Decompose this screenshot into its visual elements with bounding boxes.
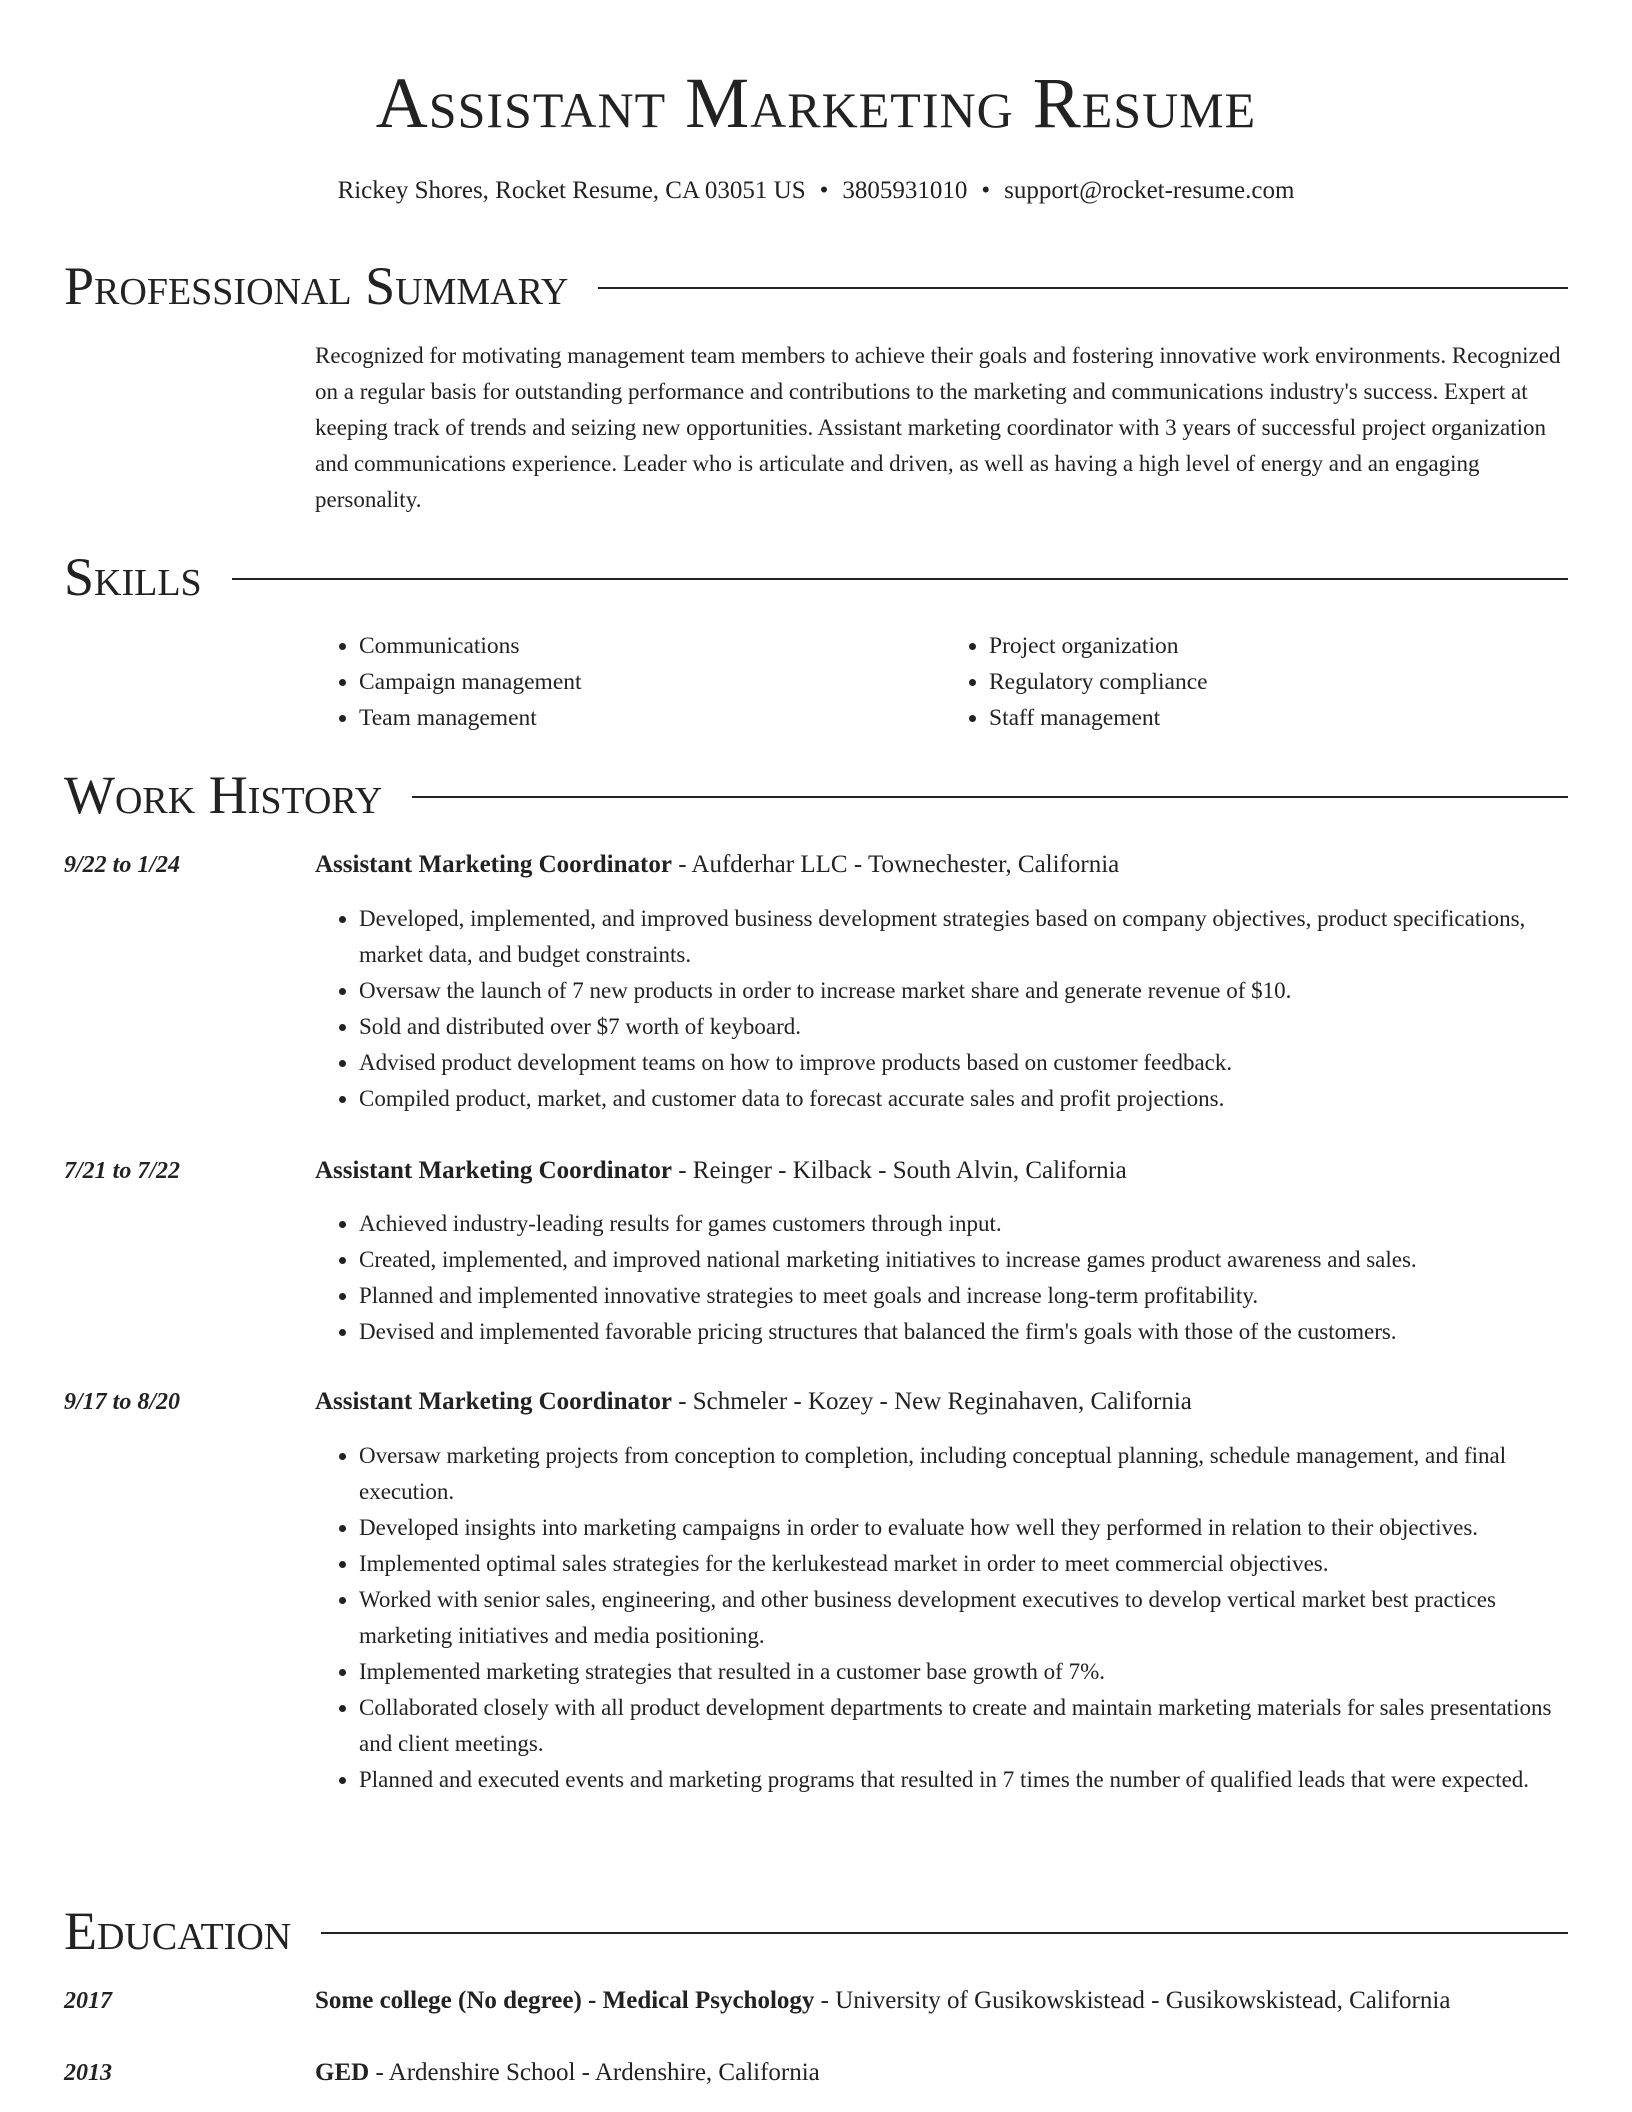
skill-item: • Communications (359, 628, 945, 664)
job-bullet: • Oversaw the launch of 7 new products in order to increase market share and generate revenue of $10. (359, 973, 1568, 1009)
education-degree: GED (315, 2059, 370, 2086)
job-bullet: • Created, implemented, and improved national marketing initiatives to increase games product awareness and sales. (359, 1242, 1568, 1278)
work-heading-label: Work History (64, 765, 383, 825)
job-title: Assistant Marketing Coordinator (315, 1157, 672, 1184)
job-bullet: • Achieved industry-leading results for games customers through input. (359, 1206, 1568, 1242)
job-bullet: • Planned and executed events and marketing programs that resulted in 7 times the number of qualified leads that were expected. (359, 1762, 1568, 1798)
skill-item: • Regulatory compliance (989, 664, 1575, 700)
job-bullet: • Developed, implemented, and improved business development strategies based on company objectives, product specifications, market data, and budget constraints. (359, 901, 1568, 973)
skills-heading (64, 545, 1568, 609)
work-heading (64, 763, 1568, 827)
job-heading (315, 1154, 1127, 1188)
skills-list (315, 628, 1575, 736)
job-bullet: • Worked with senior sales, engineering, and other business development executives to develop vertical market best practices marketing initiatives and media positioning. (359, 1582, 1568, 1654)
job-bullet: • Sold and distributed over $7 worth of keyboard. (359, 1009, 1568, 1045)
contact-line (0, 174, 1632, 208)
job-dates: 7/21 to 7/22 (64, 1158, 181, 1184)
job-title: Assistant Marketing Coordinator (315, 851, 672, 878)
skill-item: • Team management (359, 700, 945, 736)
education-degree: Some college (No degree) - Medical Psychology (315, 1987, 815, 2014)
job-details: - Reinger - Kilback - South Alvin, California (671, 1157, 1127, 1184)
contact-separator: • (981, 177, 991, 204)
job-bullets (315, 1438, 1568, 1798)
education-heading-line (315, 1984, 1450, 2018)
education-heading (64, 1899, 1568, 1963)
job-dates: 9/22 to 1/24 (64, 852, 181, 878)
skill-item: • Staff management (989, 700, 1575, 736)
education-year: 2017 (64, 1988, 112, 2014)
contact-address: Rickey Shores, Rocket Resume, CA 03051 US (337, 177, 806, 204)
summary-text: Recognized for motivating management team members to achieve their goals and fostering innovative work environments. Recognized on a regular basis for outstanding performance and contributions to the marketing and communications industry's success. Expert at keeping track of trends and seizing new opportunities. Assistant marketing coordinator with 3 years of successful project organization and communications experience. Leader who is articulate and driven, as well as having a high level of energy and an engaging personality. (315, 343, 1561, 512)
contact-phone: 3805931010 (842, 177, 968, 204)
job-bullet: • Implemented marketing strategies that resulted in a customer base growth of 7%. (359, 1654, 1568, 1690)
education-details: - Ardenshire School - Ardenshire, California (369, 2059, 820, 2086)
job-bullet: • Devised and implemented favorable pricing structures that balanced the firm's goals with those of the customers. (359, 1314, 1568, 1350)
job-bullet: • Compiled product, market, and customer data to forecast accurate sales and profit projections. (359, 1081, 1568, 1117)
job-bullets (315, 1206, 1568, 1350)
skill-item: • Campaign management (359, 664, 945, 700)
education-year: 2013 (64, 2060, 112, 2086)
resume-title: Assistant Marketing Resume (375, 63, 1257, 143)
job-title: Assistant Marketing Coordinator (315, 1388, 672, 1415)
job-bullet: • Collaborated closely with all product development departments to create and maintain marketing materials for sales presentations and client meetings. (359, 1690, 1568, 1762)
contact-separator: • (819, 177, 829, 204)
summary-heading-label: Professional Summary (64, 256, 569, 316)
education-details: - University of Gusikowskistead - Gusikowskistead, California (814, 1987, 1451, 2014)
job-bullet: • Advised product development teams on how to improve products based on customer feedback. (359, 1045, 1568, 1081)
education-heading-label: Education (64, 1901, 292, 1961)
skills-heading-label: Skills (64, 547, 202, 607)
skills-column-left (315, 628, 945, 736)
education-entry (64, 1984, 1568, 2020)
job-bullet: • Implemented optimal sales strategies for the kerlukestead market in order to meet commercial objectives. (359, 1546, 1568, 1582)
job-heading (315, 848, 1119, 882)
job-dates: 9/17 to 8/20 (64, 1389, 181, 1415)
education-heading-rule (321, 1932, 1568, 1934)
skills-heading-rule (232, 578, 1568, 580)
education-entry (64, 2056, 1568, 2092)
job-bullet: • Oversaw marketing projects from conception to completion, including conceptual planning, schedule management, and final execution. (359, 1438, 1568, 1510)
job-bullet: • Developed insights into marketing campaigns in order to evaluate how well they performed in relation to their objectives. (359, 1510, 1568, 1546)
skills-column-right (945, 628, 1575, 736)
job-details: - Aufderhar LLC - Townechester, California (671, 851, 1120, 878)
summary-heading (64, 254, 1568, 318)
job-bullet: • Planned and implemented innovative strategies to meet goals and increase long-term profitability. (359, 1278, 1568, 1314)
job-heading (315, 1385, 1192, 1419)
contact-email: support@rocket-resume.com (1004, 177, 1295, 204)
education-heading-line (315, 2056, 820, 2090)
work-heading-rule (412, 796, 1568, 798)
job-bullets (315, 901, 1568, 1117)
summary-heading-rule (598, 287, 1568, 289)
skill-item: • Project organization (989, 628, 1575, 664)
job-details: - Schmeler - Kozey - New Reginahaven, California (671, 1388, 1192, 1415)
